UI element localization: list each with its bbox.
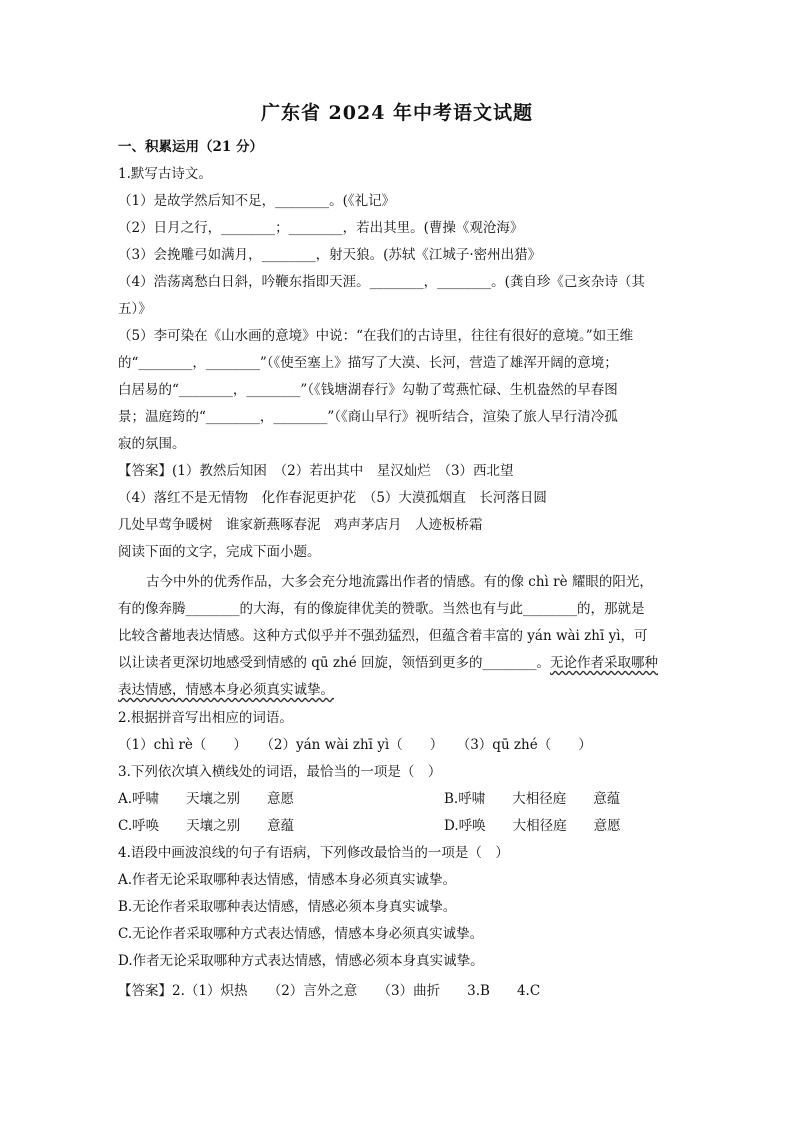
q3-option-c: C.呼唤 天壤之别 意蕴 [118, 818, 295, 834]
q2-pinyin-line: （1）chì rè（ ） （2）yán wài zhī yì（ ） （3）qū zhé（ ） [118, 737, 592, 753]
passage-line5 [118, 680, 678, 700]
q1-part5-line3: 白居易的“________，________”（《钱塘湖春行》勾勒了莺燕忙碌、生机盎然的早春图 [118, 382, 618, 398]
q3-option-a: A.呼啸 天壤之别 意愿 [118, 791, 295, 807]
passage-line2: 有的像奔腾________的大海，有的像旋律优美的赞歌。当然也有与此________的，那就是 [118, 601, 645, 617]
wavy-sentence-part1: 无论作者采取哪种 [550, 655, 659, 671]
q4-option-b: B.无论作者采取哪种表达情感，情感必须本身真实诚挚。 [118, 899, 457, 915]
wavy-sentence-part2: 表达情感，情感本身必须真实诚挚。 [118, 682, 334, 698]
q1-part4-line1: （4）浩荡离愁白日斜，吟鞭东指即天涯。________，________。(龚自珍《己亥杂诗（其 [118, 274, 645, 290]
q3-stem: 3.下列依次填入横线处的词语，最恰当的一项是（ ） [118, 764, 442, 780]
answer2: 【答案】2.（1）炽热 （2）言外之意 （3）曲折 3.B 4.C [118, 983, 541, 999]
q4-option-a: A.作者无论采取哪种表达情感，情感本身必须真实诚挚。 [118, 872, 457, 888]
passage-line4 [118, 653, 678, 673]
q4-option-c: C.无论作者采取哪种方式表达情感，情感本身必须真实诚挚。 [118, 926, 484, 942]
q1-part2: （2）日月之行，________；________，若出其里。(曹操《观沧海》 [118, 220, 524, 236]
q4-option-d: D.作者无论采取哪种方式表达情感，情感必须本身真实诚挚。 [118, 953, 484, 969]
q1-stem: 1.默写古诗文。 [118, 166, 212, 182]
q2-stem: 2.根据拼音写出相应的词语。 [118, 710, 293, 726]
page-title: 广东省 2024 年中考语文试题 [260, 102, 534, 124]
q4-stem: 4.语段中画波浪线的句子有语病，下列修改最恰当的一项是（ ） [118, 845, 509, 861]
passage-line4-text: 以让读者更深切地感受到情感的 qū zhé 回旋，领悟到更多的________。 [118, 655, 551, 671]
q1-part1: （1）是故学然后知不足，________。(《礼记》 [118, 193, 396, 209]
q1-part5-line1: （5）李可染在《山水画的意境》中说：“在我们的古诗里，往往有很好的意境。”如王维 [118, 328, 634, 344]
q1-part5-line2: 的“________，________”（《使至塞上》描写了大漠、长河，营造了雄浑开阔的意境； [118, 355, 618, 371]
q3-option-d: D.呼唤 大相径庭 意愿 [444, 818, 621, 834]
passage-line3: 比较含蓄地表达情感。这种方式似乎并不强劲猛烈，但蕴含着丰富的 yán wài zhī yì，可 [118, 628, 648, 644]
passage-intro: 阅读下面的文字，完成下面小题。 [118, 544, 321, 560]
section-heading: 一、积累运用（21 分） [118, 139, 263, 155]
q1-part4-line2: 五）》 [118, 301, 152, 317]
answer1-line1: 【答案】(1）教然后知困 （2）若出其中 星汉灿烂 （3）西北望 [118, 463, 514, 479]
answer1-line2: （4）落红不是无情物 化作春泥更护花 （5）大漠孤烟直 长河落日圆 [118, 490, 547, 506]
q3-option-b: B.呼啸 大相径庭 意蕴 [444, 791, 621, 807]
answer1-line3: 几处早莺争暖树 谁家新燕啄春泥 鸡声茅店月 人迹板桥霜 [118, 517, 483, 533]
q1-part5-line4: 景；温庭筠的“________，________”（《商山早行》视听结合，渲染了旅人早行清冷孤 [118, 409, 618, 425]
passage-line1: 古今中外的优秀作品，大多会充分地流露出作者的情感。有的像 chì rè 耀眼的阳光， [146, 574, 653, 590]
q1-part3: （3）会挽雕弓如满月，________，射天狼。(苏轼《江城子·密州出猎》 [118, 247, 542, 263]
q1-part5-line5: 寂的氛围。 [118, 436, 186, 452]
